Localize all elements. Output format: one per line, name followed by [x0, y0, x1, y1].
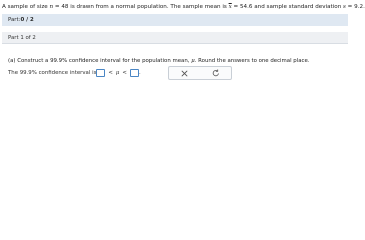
problem-end: . — [363, 4, 365, 10]
undo-button[interactable] — [208, 68, 224, 78]
lower-bound-input[interactable] — [96, 69, 105, 77]
less-than-2: < — [122, 69, 127, 76]
question-text — [8, 58, 310, 65]
eq-sign-3: = — [345, 4, 355, 10]
eq-sign: = — [53, 4, 62, 10]
problem-mid: is drawn from a normal population. The sample mean is — [68, 4, 229, 10]
part-score-bar — [2, 14, 348, 26]
s-variable: s — [343, 4, 346, 10]
n-variable: n — [49, 4, 54, 10]
xbar-value: 54.6 — [240, 4, 253, 10]
question-text-2: . Round the answers to one decimal place. — [194, 58, 310, 64]
part-indicator-label: Part 1 of 2 — [8, 34, 36, 41]
question-text-1: (a) Construct a 99.9% confidence interval for the population mean, — [8, 58, 192, 64]
x-icon — [181, 70, 188, 77]
undo-icon — [212, 69, 220, 77]
answer-row — [8, 68, 141, 77]
s-value: 9.2 — [354, 4, 364, 10]
problem-mid2: and sample standard deviation — [252, 4, 344, 10]
upper-bound-input[interactable] — [130, 69, 139, 77]
problem-statement — [2, 3, 365, 11]
n-value: 48 — [61, 4, 69, 10]
answer-label: The 99.9% confidence interval is — [8, 69, 97, 76]
answer-end: . — [138, 69, 141, 76]
question-content — [2, 43, 348, 94]
problem-prefix: A sample of size — [2, 4, 50, 10]
less-than-1: < — [108, 69, 113, 76]
xbar-variable: $\overline{x}$ — [228, 4, 232, 10]
eq-sign-2: = — [231, 4, 240, 10]
clear-button[interactable] — [177, 68, 193, 78]
answer-tools-panel — [168, 66, 232, 80]
mu-symbol: μ — [191, 58, 195, 64]
part-score-label: Part: — [8, 17, 21, 23]
answer-mu: μ — [115, 69, 120, 76]
part-indicator — [2, 32, 348, 43]
part-score-value: 0 / 2 — [20, 17, 34, 23]
